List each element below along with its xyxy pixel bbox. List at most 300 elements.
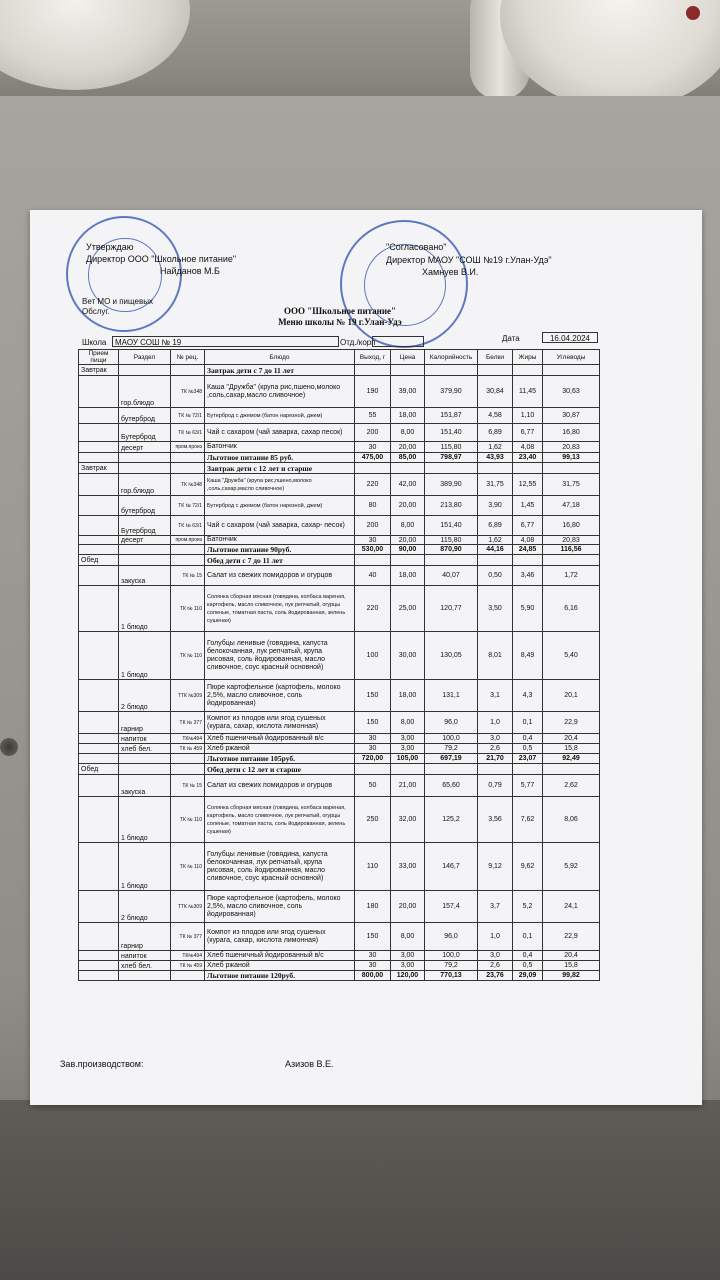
cell-dish: Чай с сахаром (чай заварка, сахар песок) [205, 424, 355, 442]
cell-proteins: 3,0 [478, 734, 513, 744]
cell-section: гор.блюдо [119, 376, 171, 408]
approve-right-line3: Хамнуев В.И. [422, 267, 479, 277]
cell-recipe: ТК № 459 [171, 961, 205, 971]
cell-carbs: 16,80 [543, 424, 600, 442]
cell-fats: 4,08 [513, 442, 543, 453]
col-calories: Калорийность [425, 350, 478, 365]
cell-empty [425, 365, 478, 376]
cell-empty [171, 365, 205, 376]
cell-dish: Хлеб ржаной [205, 961, 355, 971]
cell-fats: 3,46 [513, 566, 543, 586]
cell-carbs: 22,9 [543, 923, 600, 951]
cell-section: напиток [119, 734, 171, 744]
cell-recipe: ТТК №309 [171, 680, 205, 712]
cell-carbs: 30,87 [543, 408, 600, 424]
cell-calories: 40,07 [425, 566, 478, 586]
cell-recipe: ТК № 63/1 [171, 516, 205, 536]
cell-empty [119, 545, 171, 555]
total-row [79, 971, 600, 981]
cell-empty [513, 764, 543, 775]
cell-empty [79, 453, 119, 463]
cell-calories: 96,0 [425, 923, 478, 951]
cell-calories: 798,97 [425, 453, 478, 463]
cell-section: Бутерброд [119, 516, 171, 536]
cell-empty [355, 764, 391, 775]
cell-proteins: 6,89 [478, 424, 513, 442]
menu-item-row [79, 442, 600, 453]
school-value: МАОУ СОШ № 19 [112, 336, 339, 347]
cell-dish: Хлеб пшеничный йодированный в/с [205, 734, 355, 744]
cell-carbs: 1,72 [543, 566, 600, 586]
cell-price: 20,00 [391, 891, 425, 923]
cell-price: 3,00 [391, 961, 425, 971]
total-title: Льготное питание 120руб. [205, 971, 355, 981]
school-label: Школа [82, 338, 107, 347]
cell-empty [79, 680, 119, 712]
cell-empty [171, 971, 205, 981]
cell-price: 18,00 [391, 408, 425, 424]
cell-dish: Каша "Дружба" (крупа рис,пшено,молоко ,соль,сахар,масло сливочное) [205, 376, 355, 408]
cell-carbs: 15,8 [543, 744, 600, 754]
cell-fats: 5,2 [513, 891, 543, 923]
cell-carbs: 99,82 [543, 971, 600, 981]
cell-section: закуска [119, 775, 171, 797]
cell-section: десерт [119, 536, 171, 545]
cell-recipe: ТК №348 [171, 376, 205, 408]
cell-fats: 0,5 [513, 744, 543, 754]
cell-carbs: 47,18 [543, 496, 600, 516]
cell-calories: 115,80 [425, 536, 478, 545]
cell-empty [171, 764, 205, 775]
cell-proteins: 0,79 [478, 775, 513, 797]
cell-section: хлеб бел. [119, 961, 171, 971]
cell-output: 250 [355, 797, 391, 843]
cell-empty [171, 545, 205, 555]
cell-calories: 146,7 [425, 843, 478, 891]
cell-fats: 24,85 [513, 545, 543, 555]
cell-empty [79, 424, 119, 442]
cell-dish: Голубцы ленивые (говядина, капуста белокочанная, лук репчатый, крупа рисовая, соль йодированная, масло сливочное, соус красный основной) [205, 843, 355, 891]
cell-recipe: ТК № 459 [171, 744, 205, 754]
cell-output: 80 [355, 496, 391, 516]
cell-carbs: 22,9 [543, 712, 600, 734]
cell-empty [513, 365, 543, 376]
cell-dish: Компот из плодов или ягод сушеных (курага, сахар, кислота лимонная) [205, 712, 355, 734]
menu-sheet [30, 210, 702, 1105]
cell-recipe: ТК№494 [171, 734, 205, 744]
cell-empty [79, 536, 119, 545]
approve-right-line1: "Согласовано" [386, 242, 447, 252]
cell-section: 2 блюдо [119, 680, 171, 712]
cell-fats: 1,45 [513, 496, 543, 516]
cell-proteins: 1,0 [478, 712, 513, 734]
cell-empty [79, 754, 119, 764]
menu-item-row [79, 923, 600, 951]
cell-section: напиток [119, 951, 171, 961]
menu-item-row [79, 744, 600, 754]
cell-empty [391, 463, 425, 474]
cell-empty [543, 463, 600, 474]
footer-signature: Азизов В.Е. [285, 1059, 334, 1069]
cell-proteins: 2,6 [478, 744, 513, 754]
cell-empty [543, 365, 600, 376]
cell-carbs: 24,1 [543, 891, 600, 923]
cell-carbs: 20,83 [543, 442, 600, 453]
cell-dish: Бутерброд с джемом (батон нарезной, джем) [205, 496, 355, 516]
cell-dish: Батончик [205, 536, 355, 545]
menu-item-row [79, 891, 600, 923]
cell-calories: 130,05 [425, 632, 478, 680]
cell-empty [119, 463, 171, 474]
menu-item-row [79, 961, 600, 971]
cell-section: Бутерброд [119, 424, 171, 442]
cell-fats: 29,09 [513, 971, 543, 981]
cell-empty [513, 555, 543, 566]
menu-item-row [79, 586, 600, 632]
cell-section: 1 блюдо [119, 843, 171, 891]
cell-section: десерт [119, 442, 171, 453]
cell-price: 8,00 [391, 516, 425, 536]
cell-meal: Завтрак [79, 463, 119, 474]
cell-proteins: 1,0 [478, 923, 513, 951]
cell-proteins: 43,93 [478, 453, 513, 463]
cell-calories: 79,2 [425, 744, 478, 754]
cell-price: 20,00 [391, 496, 425, 516]
cell-calories: 870,90 [425, 545, 478, 555]
cell-recipe: ТК № 15 [171, 775, 205, 797]
col-price: Цена [391, 350, 425, 365]
cell-price: 18,00 [391, 566, 425, 586]
cell-fats: 23,40 [513, 453, 543, 463]
cell-recipe: ТК№494 [171, 951, 205, 961]
cell-recipe: ТК №348 [171, 474, 205, 496]
cell-output: 30 [355, 442, 391, 453]
menu-item-row [79, 843, 600, 891]
cell-recipe: ТК № 377 [171, 712, 205, 734]
cell-empty [79, 376, 119, 408]
cell-section: бутерброд [119, 496, 171, 516]
cell-recipe: ТК № 72/1 [171, 496, 205, 516]
cell-price: 8,00 [391, 424, 425, 442]
cell-fats: 7,62 [513, 797, 543, 843]
cell-proteins: 3,7 [478, 891, 513, 923]
cell-carbs: 5,92 [543, 843, 600, 891]
cell-calories: 151,40 [425, 424, 478, 442]
cell-fats: 0,1 [513, 923, 543, 951]
cell-price: 90,00 [391, 545, 425, 555]
cell-empty [355, 365, 391, 376]
cell-empty [355, 463, 391, 474]
cell-output: 475,00 [355, 453, 391, 463]
menu-title: Меню школы № 19 г.Улан-Удэ [278, 317, 402, 327]
cell-empty [119, 764, 171, 775]
cell-empty [391, 365, 425, 376]
dept-label: Отд./корп [340, 338, 376, 347]
cell-fats: 0,1 [513, 712, 543, 734]
cell-empty [425, 463, 478, 474]
cell-empty [355, 555, 391, 566]
cell-dish: Хлеб ржаной [205, 744, 355, 754]
cell-price: 21,00 [391, 775, 425, 797]
cell-price: 120,00 [391, 971, 425, 981]
approve-left-line2: Директор ООО "Школьное питание" [86, 254, 237, 264]
cell-empty [391, 764, 425, 775]
total-row [79, 754, 600, 764]
cell-carbs: 92,49 [543, 754, 600, 764]
cell-recipe: ТК № 110 [171, 632, 205, 680]
cell-empty [171, 555, 205, 566]
cell-calories: 697,19 [425, 754, 478, 764]
cell-price: 33,00 [391, 843, 425, 891]
section-title: Завтрак дети с 7 до 11 лет [205, 365, 355, 376]
section-title: Обед дети с 7 до 11 лет [205, 555, 355, 566]
cell-empty [79, 775, 119, 797]
cell-empty [478, 764, 513, 775]
cell-price: 39,00 [391, 376, 425, 408]
cell-carbs: 31,75 [543, 474, 600, 496]
cell-fats: 0,4 [513, 951, 543, 961]
cell-proteins: 3,1 [478, 680, 513, 712]
col-meal: Прием пищи [79, 350, 119, 365]
cell-calories: 100,0 [425, 734, 478, 744]
cell-price: 105,00 [391, 754, 425, 764]
cell-carbs: 20,4 [543, 951, 600, 961]
cell-output: 200 [355, 516, 391, 536]
cell-output: 30 [355, 744, 391, 754]
approve-left-line3: Найданов М.Б [160, 266, 220, 276]
menu-item-row [79, 775, 600, 797]
cell-meal: Обед [79, 764, 119, 775]
cell-fats: 5,90 [513, 586, 543, 632]
cell-output: 220 [355, 474, 391, 496]
cell-proteins: 9,12 [478, 843, 513, 891]
cell-empty [79, 951, 119, 961]
cell-section: гарнир [119, 923, 171, 951]
cell-empty [79, 712, 119, 734]
cell-calories: 770,13 [425, 971, 478, 981]
cell-output: 30 [355, 536, 391, 545]
cell-carbs: 20,83 [543, 536, 600, 545]
cell-empty [513, 463, 543, 474]
total-title: Льготное питание 90руб. [205, 545, 355, 555]
total-title: Льготное питание 105руб. [205, 754, 355, 764]
cell-carbs: 16,80 [543, 516, 600, 536]
cell-dish: Чай с сахаром (чай заварка, сахар- песок) [205, 516, 355, 536]
cell-output: 200 [355, 424, 391, 442]
menu-item-row [79, 496, 600, 516]
cell-empty [119, 754, 171, 764]
cell-empty [79, 843, 119, 891]
cell-fats: 0,5 [513, 961, 543, 971]
cell-recipe: пром.произ [171, 442, 205, 453]
cell-recipe: ТК № 110 [171, 586, 205, 632]
cell-proteins: 31,75 [478, 474, 513, 496]
cell-output: 100 [355, 632, 391, 680]
cell-carbs: 5,40 [543, 632, 600, 680]
counter-ledge [0, 1100, 720, 1280]
cell-output: 190 [355, 376, 391, 408]
cell-proteins: 4,58 [478, 408, 513, 424]
cell-empty [543, 555, 600, 566]
cell-fats: 4,3 [513, 680, 543, 712]
cell-fats: 23,07 [513, 754, 543, 764]
cell-empty [119, 971, 171, 981]
cell-output: 40 [355, 566, 391, 586]
cell-proteins: 30,84 [478, 376, 513, 408]
approve-left-note2: Обслуг. [82, 307, 110, 316]
cell-output: 150 [355, 680, 391, 712]
col-section: Раздел [119, 350, 171, 365]
red-knob [686, 6, 700, 20]
cell-proteins: 8,01 [478, 632, 513, 680]
approve-left-note1: Вет МО и пищевых [82, 297, 153, 306]
cell-section: хлеб бел. [119, 744, 171, 754]
cell-output: 800,00 [355, 971, 391, 981]
cell-section: закуска [119, 566, 171, 586]
cell-empty [171, 453, 205, 463]
cell-calories: 79,2 [425, 961, 478, 971]
cell-recipe: ТК № 72/1 [171, 408, 205, 424]
cell-calories: 96,0 [425, 712, 478, 734]
cell-recipe: ТТК №309 [171, 891, 205, 923]
section-row [79, 555, 600, 566]
section-row [79, 463, 600, 474]
menu-item-row [79, 424, 600, 442]
cell-section: 2 блюдо [119, 891, 171, 923]
cell-empty [79, 586, 119, 632]
date-label: Дата [502, 334, 520, 343]
cell-price: 18,00 [391, 680, 425, 712]
cell-empty [171, 754, 205, 764]
cell-section: гарнир [119, 712, 171, 734]
cell-empty [119, 365, 171, 376]
approve-right-line2: Директор МАОУ "СОШ №19 г.Улан-Удэ" [386, 255, 552, 265]
cell-empty [79, 516, 119, 536]
cell-calories: 131,1 [425, 680, 478, 712]
menu-item-row [79, 566, 600, 586]
total-title: Льготное питание 85 руб. [205, 453, 355, 463]
cell-calories: 151,87 [425, 408, 478, 424]
cell-empty [478, 463, 513, 474]
col-recipe: № рец. [171, 350, 205, 365]
cell-calories: 389,90 [425, 474, 478, 496]
section-title: Обед дети с 12 лет и старше [205, 764, 355, 775]
section-row [79, 764, 600, 775]
cell-empty [79, 971, 119, 981]
cell-carbs: 116,56 [543, 545, 600, 555]
cell-empty [79, 496, 119, 516]
cell-calories: 65,60 [425, 775, 478, 797]
cell-meal: Завтрак [79, 365, 119, 376]
cell-fats: 5,77 [513, 775, 543, 797]
cell-dish: Салат из свежих помидоров и огурцов [205, 566, 355, 586]
cell-fats: 12,55 [513, 474, 543, 496]
cell-calories: 379,90 [425, 376, 478, 408]
org-title: ООО "Школьное питание" [283, 306, 397, 316]
cell-recipe: ТК № 63/1 [171, 424, 205, 442]
cell-output: 50 [355, 775, 391, 797]
cell-price: 8,00 [391, 923, 425, 951]
cell-empty [543, 764, 600, 775]
cell-price: 3,00 [391, 744, 425, 754]
section-row [79, 365, 600, 376]
cell-fats: 1,10 [513, 408, 543, 424]
cell-meal: Обед [79, 555, 119, 566]
cell-recipe: ТК № 377 [171, 923, 205, 951]
menu-item-row [79, 536, 600, 545]
cell-price: 3,00 [391, 734, 425, 744]
cell-proteins: 0,50 [478, 566, 513, 586]
cell-recipe: ТК № 15 [171, 566, 205, 586]
cell-output: 530,00 [355, 545, 391, 555]
cell-price: 3,00 [391, 951, 425, 961]
cell-empty [119, 555, 171, 566]
cell-carbs: 20,1 [543, 680, 600, 712]
cell-carbs: 6,16 [543, 586, 600, 632]
cell-calories: 151,40 [425, 516, 478, 536]
cell-fats: 11,45 [513, 376, 543, 408]
cell-proteins: 2,6 [478, 961, 513, 971]
cell-empty [79, 632, 119, 680]
cell-empty [79, 797, 119, 843]
cell-recipe: ТК № 110 [171, 843, 205, 891]
menu-item-row [79, 797, 600, 843]
cell-fats: 9,62 [513, 843, 543, 891]
col-carbs: Углеводы [543, 350, 600, 365]
cell-empty [425, 555, 478, 566]
screw-icon [0, 738, 18, 756]
cell-price: 20,00 [391, 536, 425, 545]
cell-output: 30 [355, 961, 391, 971]
cell-dish: Пюре картофельное (картофель, молоко 2,5%, масло сливочное, соль йодированная) [205, 680, 355, 712]
cell-proteins: 3,56 [478, 797, 513, 843]
cell-price: 25,00 [391, 586, 425, 632]
menu-item-row [79, 680, 600, 712]
menu-table [78, 349, 600, 981]
cell-price: 30,00 [391, 632, 425, 680]
cell-empty [119, 453, 171, 463]
cell-dish: Компот из плодов или ягод сушеных (курага, сахар, кислота лимонная) [205, 923, 355, 951]
cell-dish: Бутерброд с джемом (батон нарезной, джем) [205, 408, 355, 424]
cell-fats: 4,08 [513, 536, 543, 545]
cell-proteins: 3,90 [478, 496, 513, 516]
cell-output: 220 [355, 586, 391, 632]
cell-fats: 6,77 [513, 424, 543, 442]
menu-item-row [79, 632, 600, 680]
table-header [79, 350, 600, 365]
cell-empty [79, 961, 119, 971]
cell-proteins: 3,0 [478, 951, 513, 961]
approve-left-line1: Утверждаю [86, 242, 134, 252]
cell-proteins: 6,89 [478, 516, 513, 536]
cell-section: бутерброд [119, 408, 171, 424]
cell-section: 1 блюдо [119, 632, 171, 680]
cell-proteins: 3,50 [478, 586, 513, 632]
cell-empty [478, 555, 513, 566]
cell-empty [79, 474, 119, 496]
cell-empty [171, 463, 205, 474]
cell-carbs: 20,4 [543, 734, 600, 744]
cell-price: 42,00 [391, 474, 425, 496]
cell-dish: Батончик [205, 442, 355, 453]
cell-price: 85,00 [391, 453, 425, 463]
col-proteins: Белки [478, 350, 513, 365]
cell-output: 180 [355, 891, 391, 923]
cell-output: 30 [355, 951, 391, 961]
cell-carbs: 15,8 [543, 961, 600, 971]
cell-output: 110 [355, 843, 391, 891]
cell-proteins: 1,62 [478, 442, 513, 453]
